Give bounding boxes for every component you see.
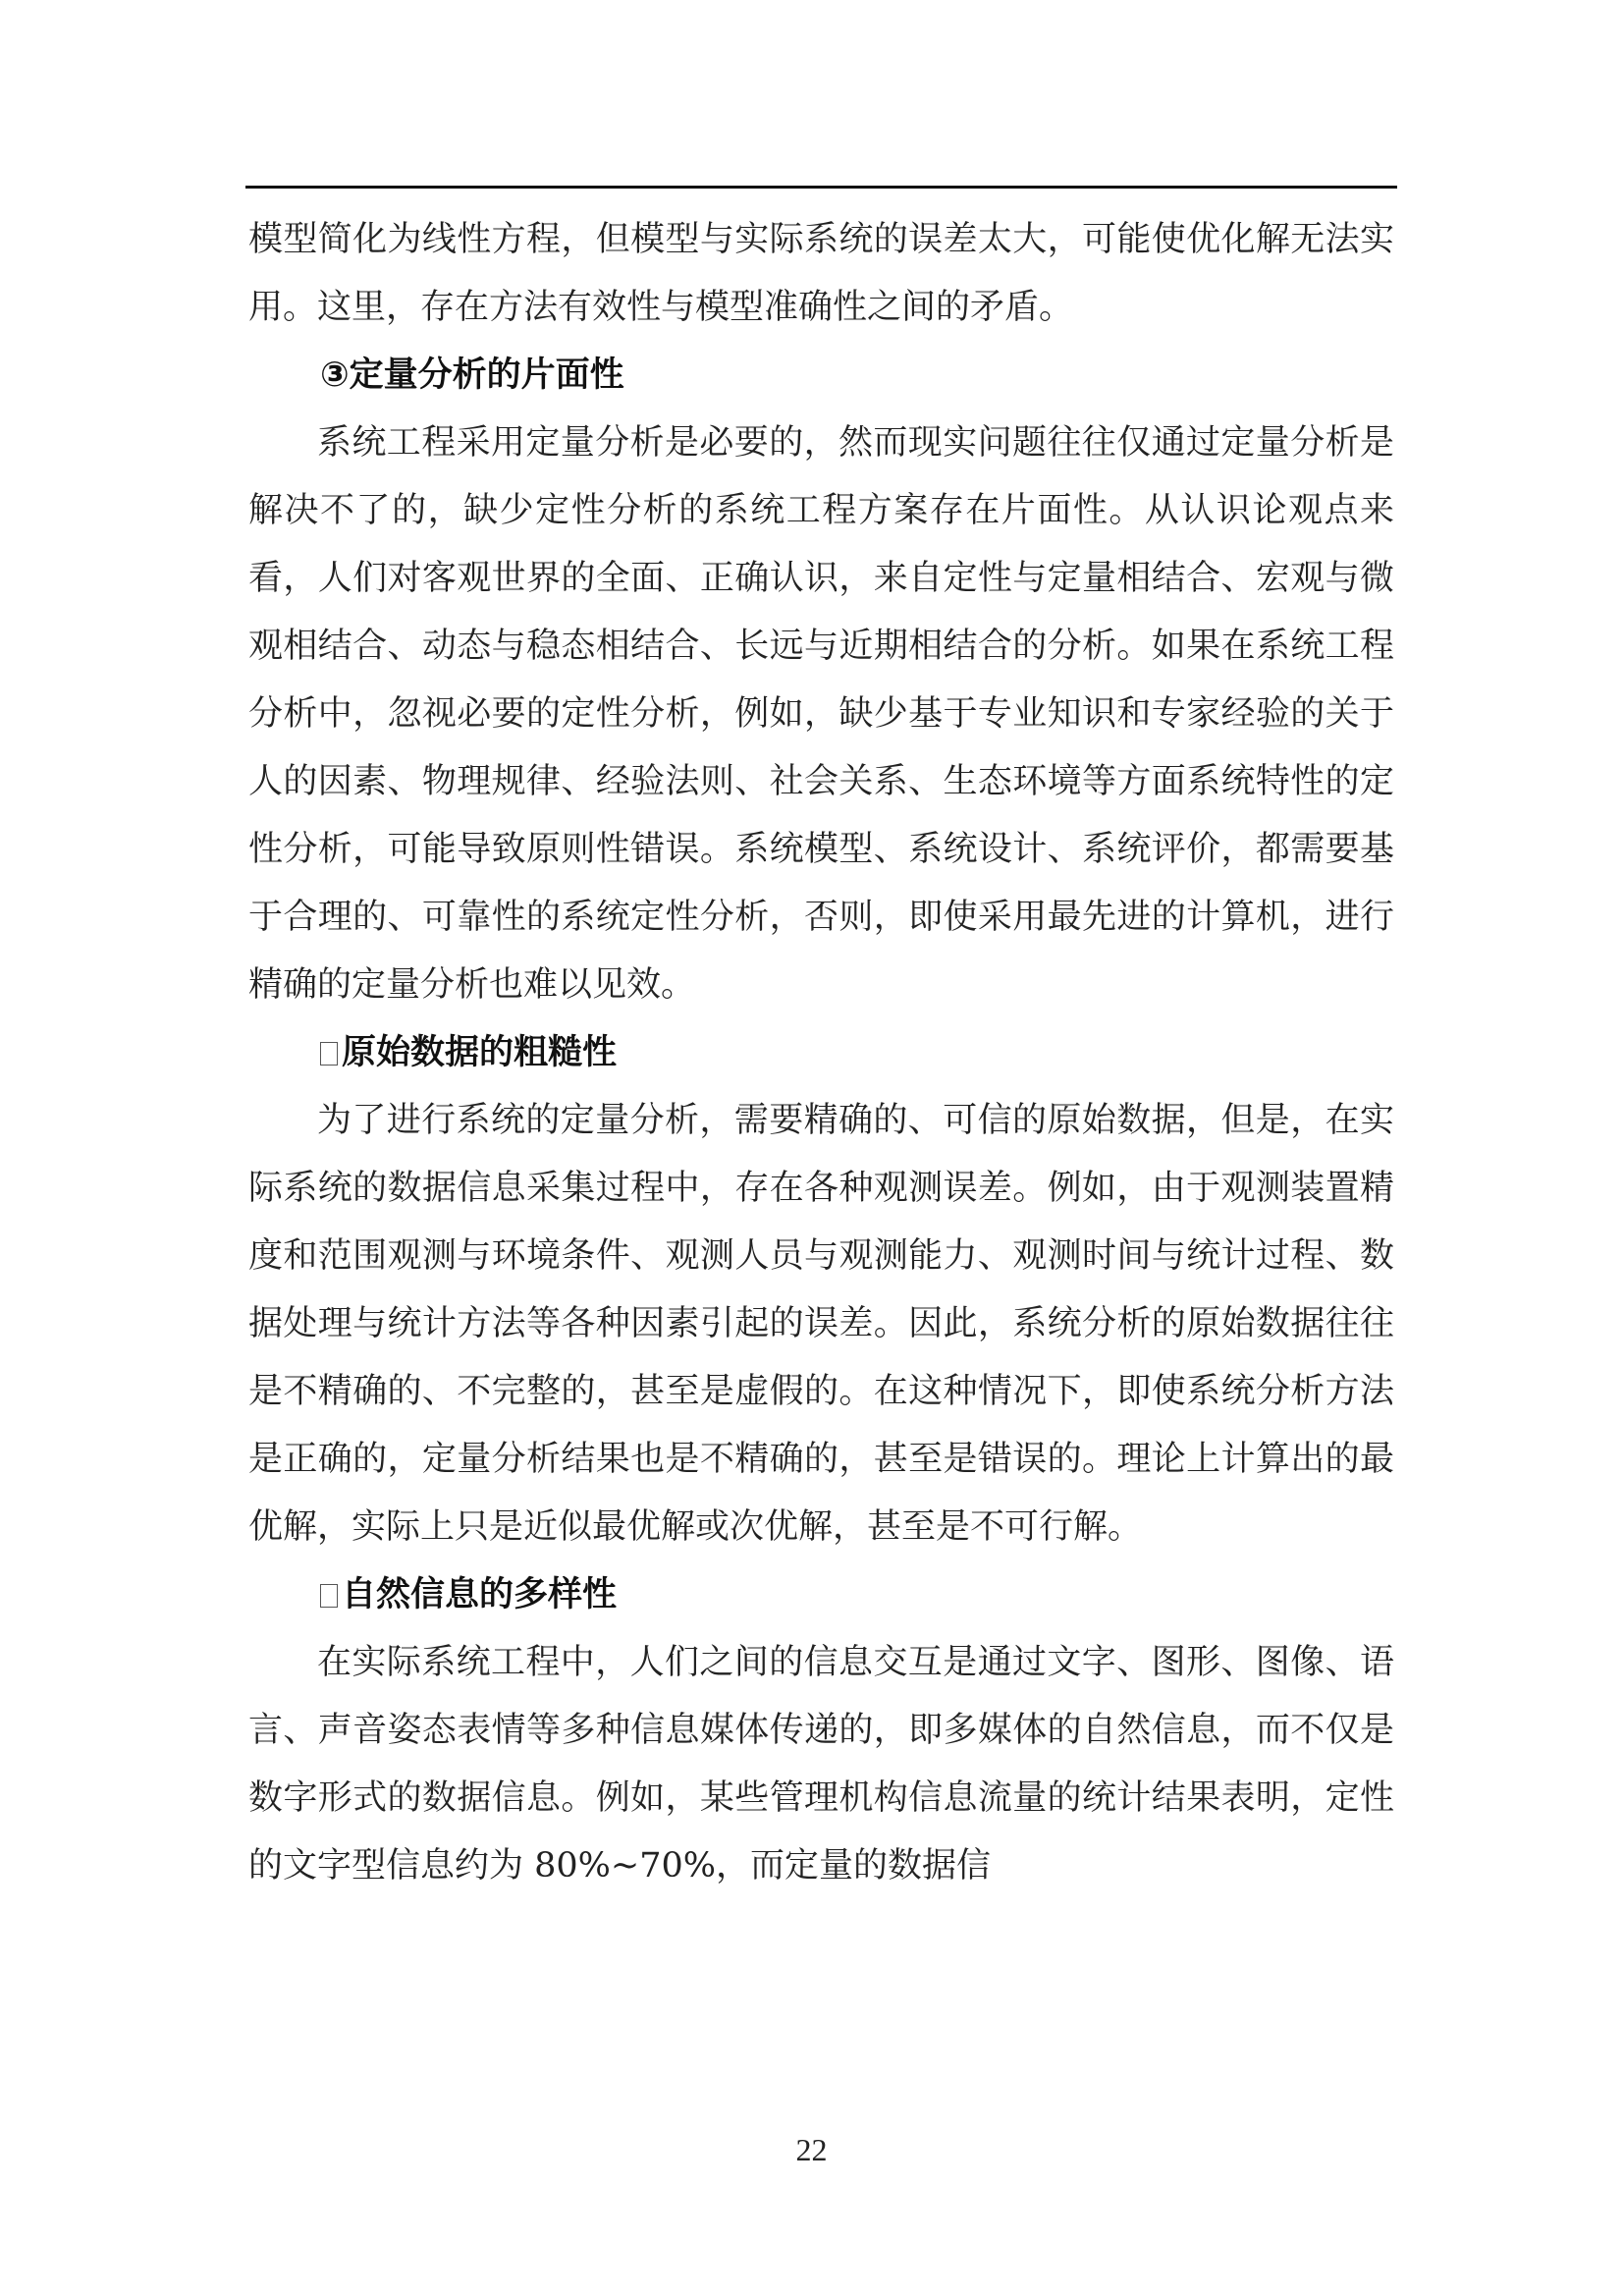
missing-glyph-box-icon: [320, 1584, 338, 1608]
page-number: 22: [795, 2132, 828, 2167]
section-heading: [248, 1019, 1394, 1087]
section-heading-text: 自然信息的多样性: [342, 1575, 618, 1614]
section-heading-text: 原始数据的粗糙性: [342, 1033, 618, 1072]
body-paragraph: 为了进行系统的定量分析，需要精确的、可信的原始数据，但是，在实际系统的数据信息采集过程中，存在各种观测误差。例如，由于观测装置精度和范围观测与环境条件、观测人员与观测能力、观测时间与统计过程、数据处理与统计方法等各种因素引起的误差。因此，系统分析的原始数据往往是不精确的、不完整的，甚至是虚假的。在这种情况下，即使系统分析方法是正确的，定量分析结果也是不精确的，甚至是错误的。理论上计算出的最优解，实际上只是近似最优解或次优解，甚至是不可行解。: [248, 1101, 1394, 1547]
header-rule: [245, 186, 1397, 189]
section-heading-text: 定量分析的片面性: [349, 355, 624, 395]
section-heading: [248, 1561, 1394, 1629]
body-paragraph: 在实际系统工程中，人们之间的信息交互是通过文字、图形、图像、语言、声音姿态表情等多种信息媒体传递的，即多媒体的自然信息，而不仅是数字形式的数据信息。例如，某些管理机构信息流量的统计结果表明，定性的文字型信息约为 80%~70%，而定量的数据信: [248, 1643, 1394, 1886]
section-heading: [248, 342, 1394, 410]
body-paragraph: 模型简化为线性方程，但模型与实际系统的误差太大，可能使优化解无法实用。这里，存在方法有效性与模型准确性之间的矛盾。: [248, 220, 1394, 327]
page-body: [248, 206, 1394, 1900]
circled-three-marker: ③: [320, 355, 350, 395]
missing-glyph-box-icon: [320, 1042, 338, 1066]
body-paragraph: 系统工程采用定量分析是必要的，然而现实问题往往仅通过定量分析是解决不了的，缺少定性分析的系统工程方案存在片面性。从认识论观点来看，人们对客观世界的全面、正确认识，来自定性与定量相结合、宏观与微观相结合、动态与稳态相结合、长远与近期相结合的分析。如果在系统工程分析中，忽视必要的定性分析，例如，缺少基于专业知识和专家经验的关于人的因素、物理规律、经验法则、社会关系、生态环境等方面系统特性的定性分析，可能导致原则性错误。系统模型、系统设计、系统评价，都需要基于合理的、可靠性的系统定性分析，否则，即使采用最先进的计算机，进行精确的定量分析也难以见效。: [248, 423, 1394, 1005]
